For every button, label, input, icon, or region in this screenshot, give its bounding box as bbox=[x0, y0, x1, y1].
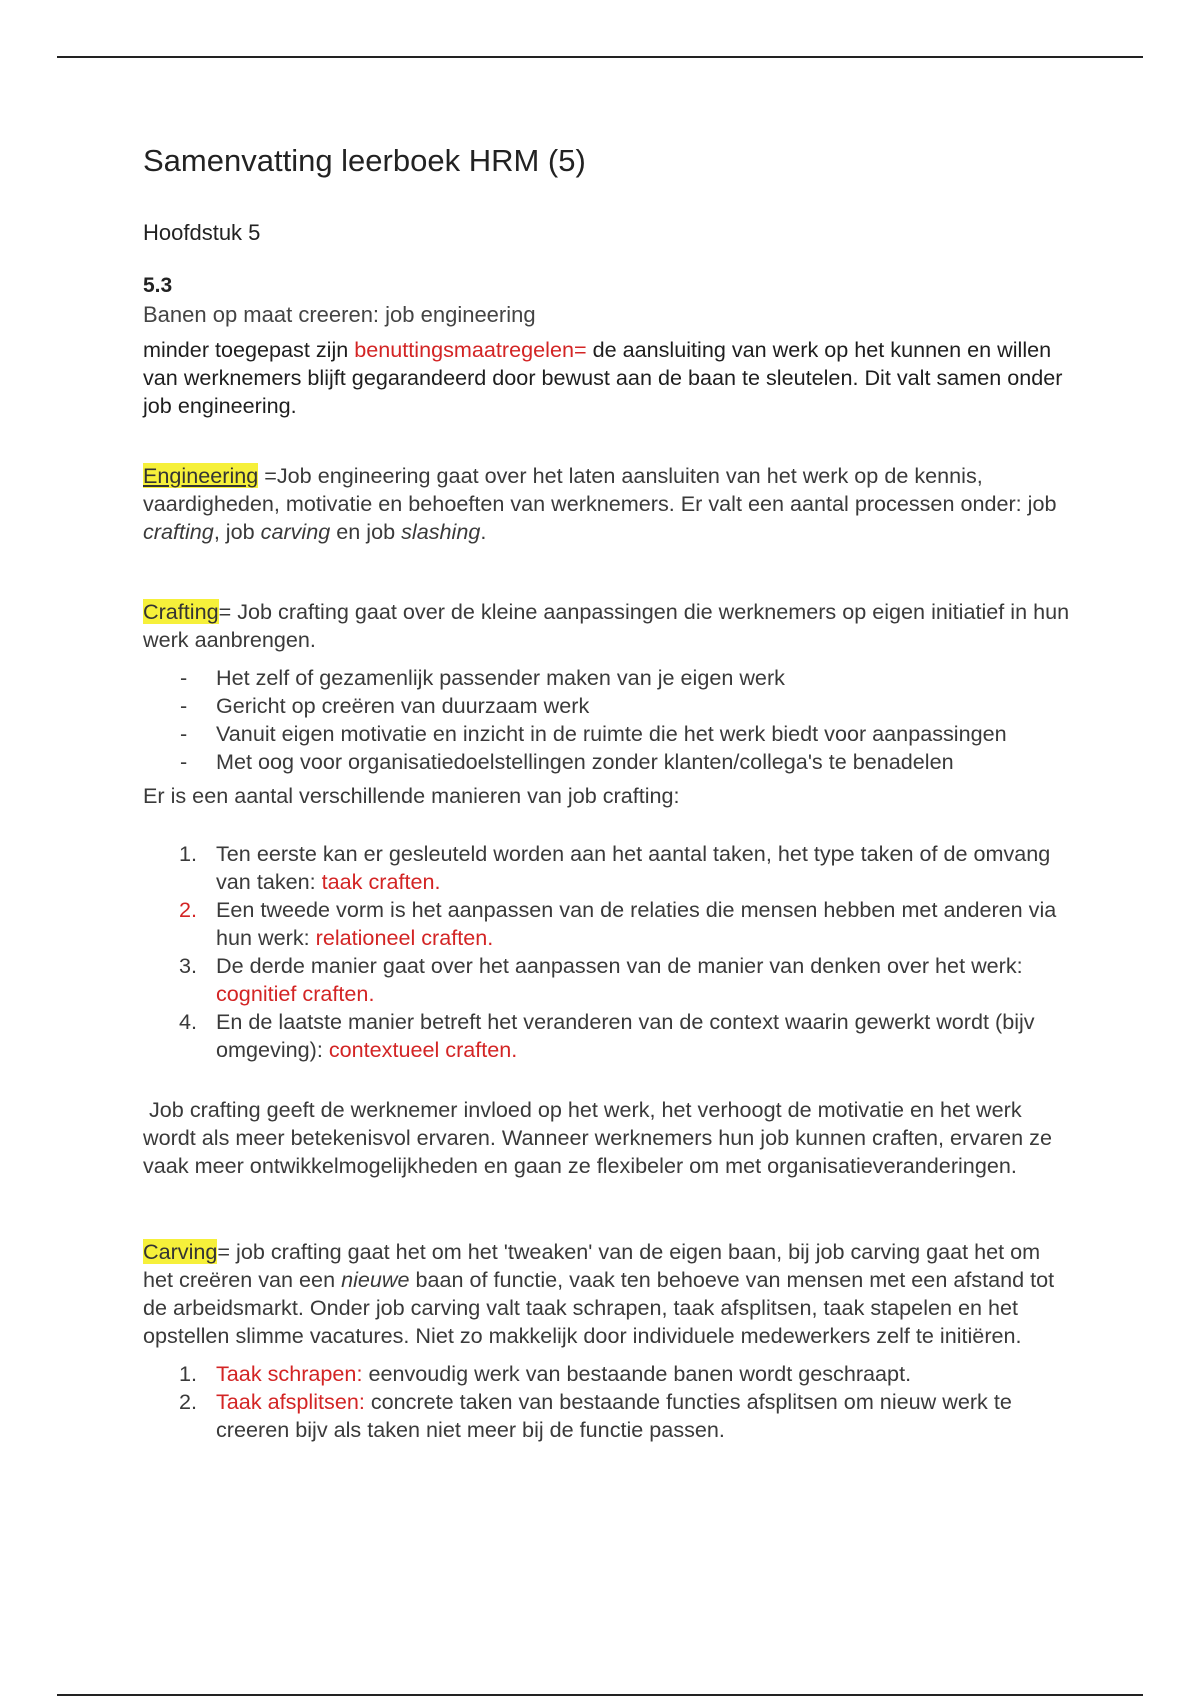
crafting-conclusion: Job crafting geeft de werknemer invloed op het werk, het verhoogt de motivatie en het werk wordt als meer betekenisvol ervaren. Wanneer werknemers hun job kunnen craften, ervaren ze vaak meer ontwikkelmogelijkheden en gaan ze flexibeler om met organisatieveranderingen. bbox=[143, 1097, 1058, 1178]
list-item: 2. Een tweede vorm is het aanpassen van de relaties die mensen hebben met anderen via hun werk: relationeel craften. bbox=[179, 897, 1057, 950]
list-item: - Gericht op creëren van duurzaam werk bbox=[216, 692, 1073, 720]
section-number: 5.3 bbox=[143, 274, 173, 297]
list-item: - Vanuit eigen motivatie en inzicht in de ruimte die het werk biedt voor aanpassingen bbox=[216, 720, 1073, 748]
list-item: 4. En de laatste manier betreft het veranderen van de context waarin gewerkt wordt (bijv omgeving): contextueel craften. bbox=[179, 1009, 1035, 1062]
top-rule bbox=[57, 56, 1143, 58]
carving-list bbox=[143, 1360, 1073, 1444]
list-item: 1. Taak schrapen: eenvoudig werk van bestaande banen wordt geschraapt. bbox=[179, 1361, 912, 1386]
crafting-ways-intro: Er is een aantal verschillende manieren van job crafting: bbox=[143, 783, 680, 808]
crafting-paragraph: Crafting= Job crafting gaat over de kleine aanpassingen die werknemers op eigen initiatief in hun werk aanbrengen. bbox=[143, 599, 1070, 652]
list-item: 1. Ten eerste kan er gesleuteld worden aan het aantal taken, het type taken of de omvang van taken: taak craften. bbox=[179, 841, 1051, 894]
section-title: Banen op maat creeren: job engineering bbox=[143, 302, 536, 327]
page-title: Samenvatting leerboek HRM (5) bbox=[143, 143, 586, 178]
carving-paragraph: Carving= job crafting gaat het om het 'tweaken' van de eigen baan, bij job carving gaat het om het creëren van een nieuwe baan of functie, vaak ten behoeve van mensen met een afstand tot de arbeidsmarkt. Onder job carving valt taak schrapen, taak afsplitsen, taak stapelen en het opstellen slimme vacatures. Niet zo makkelijk door individuele medewerkers zelf te initiëren. bbox=[143, 1239, 1055, 1348]
bottom-rule bbox=[57, 1694, 1143, 1696]
crafting-bullet-list bbox=[143, 664, 1073, 776]
engineering-paragraph: Engineering =Job engineering gaat over het laten aansluiten van het werk op de kennis, vaardigheden, motivatie en behoeften van werknemers. Er valt een aantal processen onder: job crafting, job carving en job slashing. bbox=[143, 463, 1057, 544]
intro-paragraph: minder toegepast zijn benuttingsmaatregelen= de aansluiting van werk op het kunnen en willen van werknemers blijft gegarandeerd door bewust aan de baan te sleutelen. Dit valt samen onder job engineering. bbox=[143, 337, 1063, 418]
crafting-ways-list bbox=[143, 840, 1073, 1064]
list-item: 3. De derde manier gaat over het aanpassen van de manier van denken over het werk: cognitief craften. bbox=[179, 953, 1023, 1006]
list-item: - Het zelf of gezamenlijk passender maken van je eigen werk bbox=[216, 664, 1073, 692]
list-item: - Met oog voor organisatiedoelstellingen zonder klanten/collega's te benadelen bbox=[216, 748, 1073, 776]
document-body bbox=[143, 138, 1073, 1444]
term-crafting: Crafting bbox=[143, 599, 219, 624]
term-carving: Carving bbox=[143, 1239, 218, 1264]
list-item: 2. Taak afsplitsen: concrete taken van bestaande functies afsplitsen om nieuw werk te creeren bijv als taken niet meer bij de functie passen. bbox=[179, 1389, 1012, 1442]
term-engineering: Engineering bbox=[143, 463, 259, 488]
term-benuttingsmaatregelen: benuttingsmaatregelen= bbox=[354, 337, 587, 362]
chapter-heading: Hoofdstuk 5 bbox=[143, 220, 261, 245]
